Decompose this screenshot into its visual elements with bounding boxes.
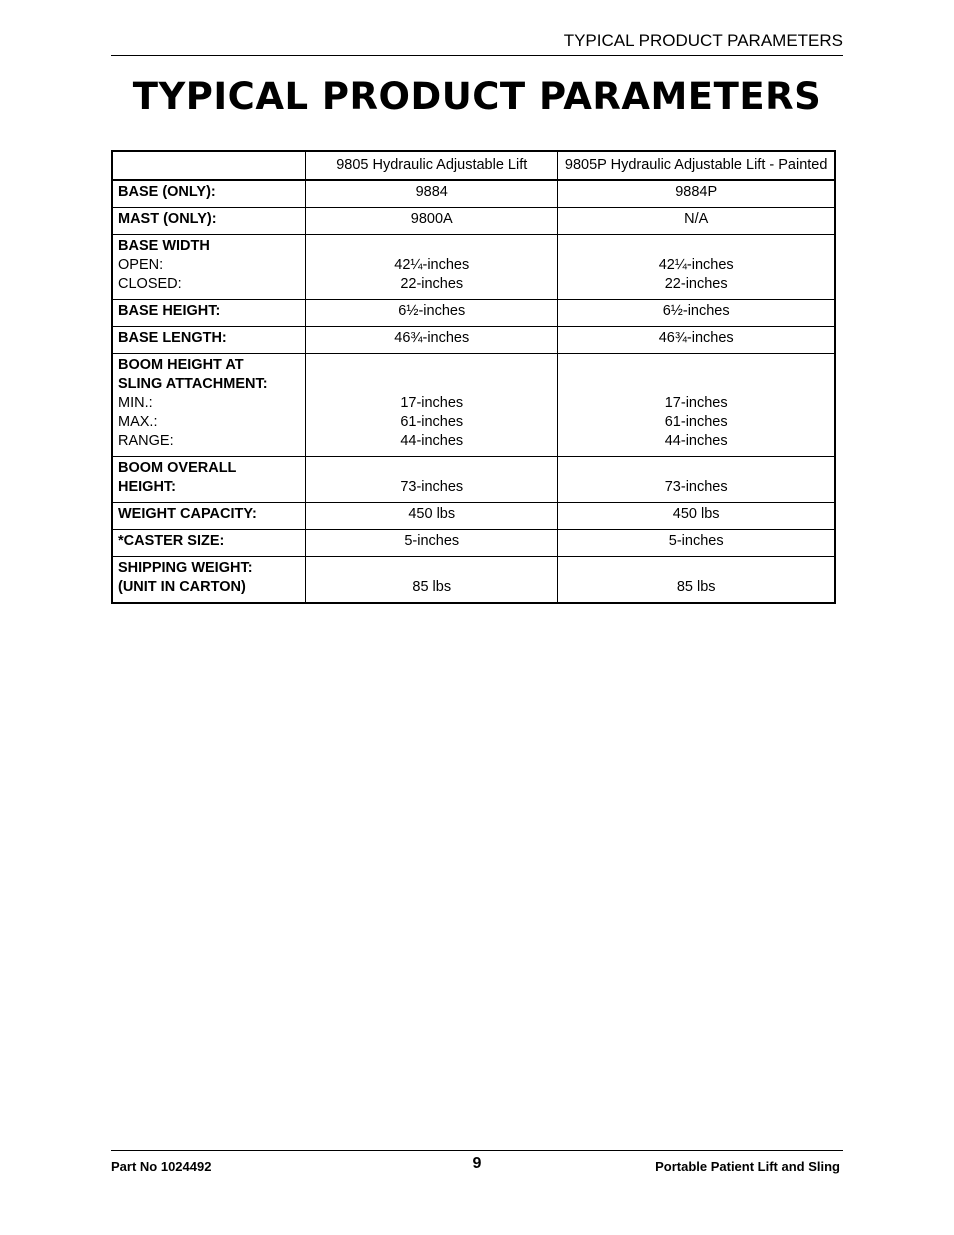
row-label-cell [112,530,306,557]
row-sublabel: CLOSED: [118,276,182,292]
value-cell [558,530,835,557]
cell-value: 73-inches [400,479,464,495]
cell-value: 6½-inches [662,303,730,319]
row-label: WEIGHT CAPACITY: [118,506,257,522]
cell-value: 22-inches [400,276,464,292]
value-cell [306,235,558,300]
value-cell [558,327,835,354]
cell-value: 42¼-inches [658,257,734,273]
table-row [112,354,835,457]
value-cell [306,327,558,354]
cell-value: 9884P [675,184,718,200]
table-header-row [112,151,835,180]
row-label-cell [112,503,306,530]
cell-value: 46¾-inches [658,330,734,346]
page-number: 9 [472,1155,482,1172]
table-row [112,180,835,208]
value-cell [558,503,835,530]
row-label: (UNIT IN CARTON) [118,579,246,595]
cell-value: 44-inches [400,433,464,449]
value-cell [558,208,835,235]
value-cell [306,457,558,503]
table-row [112,457,835,503]
column-header [112,151,306,180]
cell-value: 450 lbs [672,506,720,522]
row-label: *CASTER SIZE: [118,533,225,549]
cell-value: 17-inches [664,395,728,411]
cell-value: 85 lbs [412,579,452,595]
cell-value: 9884 [415,184,448,200]
column-header: 9805P Hydraulic Adjustable Lift - Painted [558,151,835,180]
row-sublabel: OPEN: [118,257,164,273]
value-cell [558,557,835,604]
value-cell [306,530,558,557]
row-label: HEIGHT: [118,479,176,495]
column-header: 9805 Hydraulic Adjustable Lift [306,151,558,180]
value-cell [306,354,558,457]
row-label-cell [112,327,306,354]
row-sublabel: MIN.: [118,395,153,411]
row-label: MAST (ONLY): [118,211,217,227]
document-name: Portable Patient Lift and Sling [655,1159,840,1174]
cell-value: 17-inches [400,395,464,411]
running-header [111,30,843,56]
cell-value: 22-inches [664,276,728,292]
running-header-title: TYPICAL PRODUCT PARAMETERS [563,31,843,50]
table-row [112,557,835,604]
value-cell [558,180,835,208]
row-label-cell [112,180,306,208]
row-label: BASE HEIGHT: [118,303,221,319]
row-label: BOOM HEIGHT AT [118,357,244,373]
row-label: BASE WIDTH [118,238,210,254]
value-cell [306,300,558,327]
row-label: SLING ATTACHMENT: [118,376,268,392]
cell-value: 61-inches [664,414,728,430]
value-cell [306,557,558,604]
cell-value: 450 lbs [408,506,456,522]
row-label: SHIPPING WEIGHT: [118,560,253,576]
table-row [112,208,835,235]
row-sublabel: MAX.: [118,414,158,430]
row-label-cell [112,457,306,503]
cell-value: 85 lbs [676,579,716,595]
cell-value: 73-inches [664,479,728,495]
cell-value: 5-inches [668,533,724,549]
cell-value: 61-inches [400,414,464,430]
table-row [112,503,835,530]
row-label-cell [112,557,306,604]
cell-value: 6½-inches [398,303,466,319]
table-row [112,327,835,354]
value-cell [558,235,835,300]
value-cell [558,457,835,503]
cell-value: 5-inches [404,533,460,549]
table-row [112,300,835,327]
cell-value: N/A [684,211,709,227]
row-label: BASE (ONLY): [118,184,216,200]
row-label-cell [112,300,306,327]
row-label-cell [112,235,306,300]
value-cell [558,354,835,457]
value-cell [306,208,558,235]
row-sublabel: RANGE: [118,433,174,449]
table-row [112,235,835,300]
page-title: TYPICAL PRODUCT PARAMETERS [132,75,822,118]
parameters-table [111,150,836,604]
cell-value: 42¼-inches [394,257,470,273]
table-row [112,530,835,557]
row-label-cell [112,208,306,235]
value-cell [306,503,558,530]
row-label: BASE LENGTH: [118,330,227,346]
value-cell [306,180,558,208]
value-cell [558,300,835,327]
page-footer [111,1150,843,1174]
row-label: BOOM OVERALL [118,460,237,476]
cell-value: 9800A [410,211,453,227]
part-number: Part No 1024492 [111,1159,212,1174]
cell-value: 46¾-inches [394,330,470,346]
row-label-cell [112,354,306,457]
cell-value: 44-inches [664,433,728,449]
